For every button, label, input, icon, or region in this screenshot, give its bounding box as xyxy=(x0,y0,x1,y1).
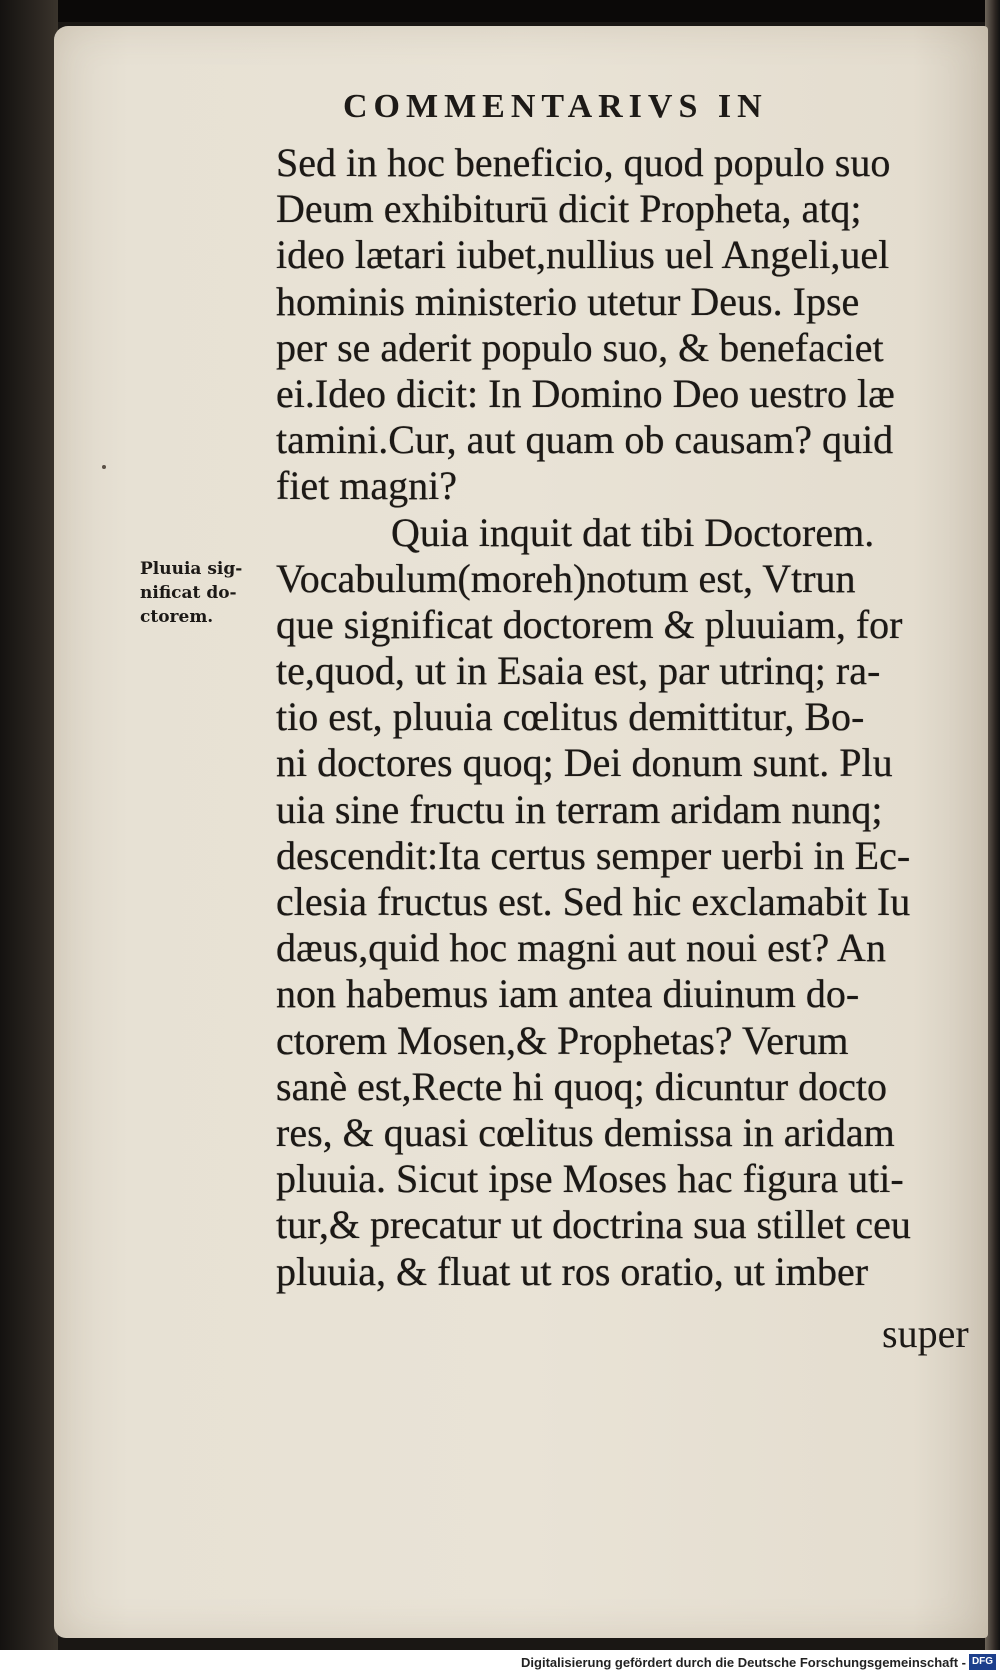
text-line: Vocabulum(moreh)notum est, Vtrun xyxy=(276,555,856,601)
text-line: non habemus iam antea diuinum do- xyxy=(276,971,860,1017)
text-line: Quia inquit dat tibi Doctorem. xyxy=(391,509,875,555)
funding-credit: Digitalisierung gefördert durch die Deutsche Forschungsgemeinschaft - xyxy=(521,1655,966,1670)
dfg-logo: DFG xyxy=(969,1654,996,1670)
text-line: ctorem Mosen,& Prophetas? Verum xyxy=(276,1017,849,1063)
text-line: fiet magni? xyxy=(276,463,458,509)
text-line: tamini.Cur, aut quam ob causam? quid xyxy=(276,417,894,463)
text-line: pluuia, & fluat ut ros oratio, ut imber xyxy=(276,1248,869,1294)
text-line: tio est, pluuia cœlitus demittitur, Bo- xyxy=(276,694,865,740)
marginal-note-line: ctorem. xyxy=(140,607,214,627)
body-text xyxy=(276,140,984,1295)
text-line: ei.Ideo dicit: In Domino Deo uestro læ xyxy=(276,370,895,416)
text-line: dæus,quid hoc magni aut noui est? An xyxy=(276,925,886,971)
text-line: clesia fructus est. Sed hic exclamabit Iu xyxy=(276,879,911,924)
text-line: res, & quasi cœlitus demissa in aridam xyxy=(276,1109,895,1155)
marginal-note xyxy=(140,557,280,629)
text-line: descendit:Ita certus semper uerbi in Ec- xyxy=(276,832,911,878)
text-line: te,quod, ut in Esaia est, par utrinq; ra- xyxy=(276,648,881,694)
text-line: uia sine fructu in terram aridam nunq; xyxy=(276,786,883,832)
marginal-note-line: Pluuia sig- xyxy=(140,559,243,579)
text-line: hominis ministerio utetur Deus. Ipse xyxy=(276,278,860,324)
text-line: tur,& precatur ut doctrina sua stillet ceu xyxy=(276,1202,911,1248)
ink-speck xyxy=(102,465,106,469)
text-line: que significat doctorem & pluuiam, for xyxy=(276,601,903,647)
scan-top-edge xyxy=(0,0,1000,22)
text-line: sanè est,Recte hi quoq; dicuntur docto xyxy=(276,1063,887,1109)
text-line: Deum exhibiturū dicit Propheta, atq; xyxy=(276,186,862,232)
text-line: ni doctores quoq; Dei donum sunt. Plu xyxy=(276,740,893,786)
text-line: pluuia. Sicut ipse Moses hac figura uti- xyxy=(276,1156,904,1202)
book-binding xyxy=(0,0,58,1650)
running-head: COMMENTARIVS IN xyxy=(343,88,768,125)
marginal-note-line: nificat do- xyxy=(140,583,237,603)
text-line: per se aderit populo suo, & benefaciet xyxy=(276,324,884,370)
text-line: Sed in hoc beneficio, quod populo suo xyxy=(276,140,891,185)
text-line: ideo lætari iubet,nullius uel Angeli,uel xyxy=(276,232,890,278)
catchword: super xyxy=(882,1311,969,1356)
